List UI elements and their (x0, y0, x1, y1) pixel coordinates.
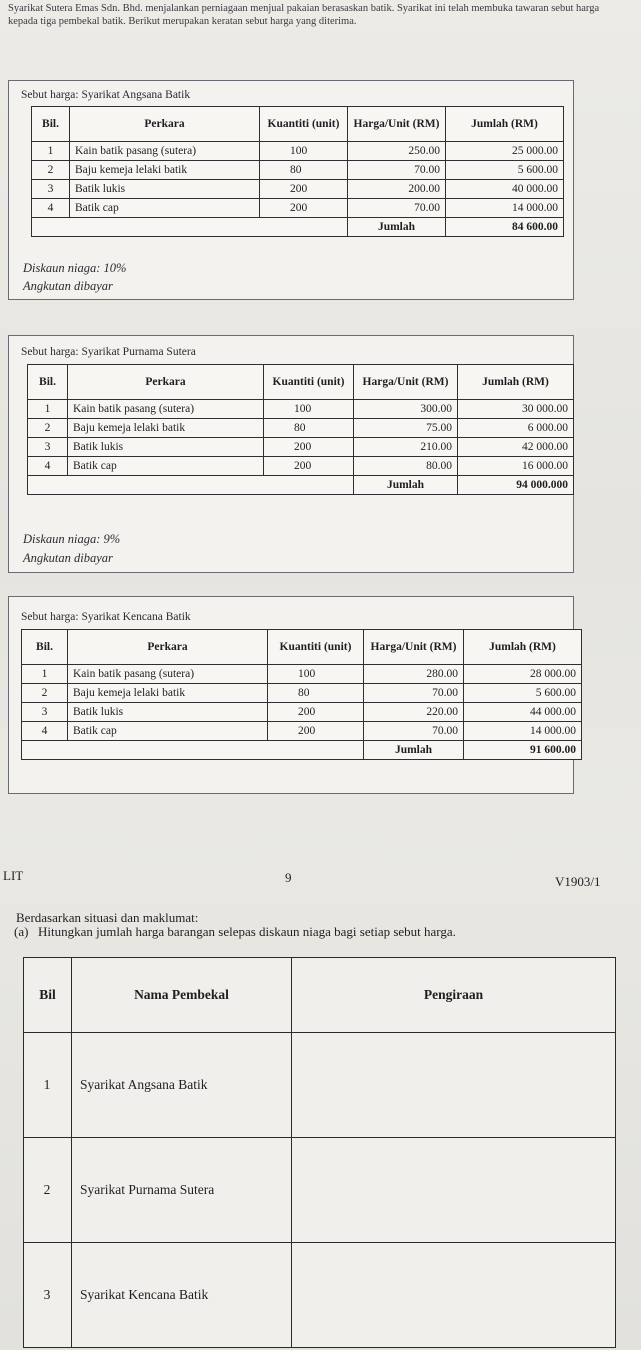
cell-kuantiti: 100 (264, 400, 354, 419)
col-kuantiti: Kuantiti (unit) (260, 107, 348, 142)
col-harga: Harga/Unit (RM) (364, 630, 464, 665)
cell-jumlah: 28 000.00 (464, 665, 582, 684)
cell-harga: 220.00 (364, 703, 464, 722)
total-spacer (28, 476, 354, 495)
footer-left: LIT (3, 868, 24, 883)
total-row (32, 218, 564, 237)
table-row (22, 703, 582, 722)
cell-kuantiti: 200 (260, 180, 348, 199)
cell-jumlah: 30 000.00 (458, 400, 574, 419)
table-row (32, 161, 564, 180)
cell-jumlah: 25 000.00 (446, 142, 564, 161)
cell-harga: 70.00 (348, 199, 446, 218)
answer-table (23, 957, 616, 1348)
col-jumlah: Jumlah (RM) (446, 107, 564, 142)
cell-perkara: Kain batik pasang (sutera) (68, 400, 264, 419)
col-perkara: Perkara (70, 107, 260, 142)
cell-bil: 2 (22, 684, 68, 703)
col-kuantiti: Kuantiti (unit) (268, 630, 364, 665)
answer-row (24, 1138, 616, 1243)
question-text: Hitungkan jumlah harga barangan selepas diskaun niaga bagi setiap sebut harga. (38, 924, 456, 939)
total-spacer (22, 741, 364, 760)
cell-kuantiti: 200 (264, 457, 354, 476)
instruction-text: Berdasarkan situasi dan maklumat: (16, 910, 199, 925)
cell-perkara: Batik lukis (68, 703, 268, 722)
table-row (28, 419, 574, 438)
transport-note: Angkutan dibayar (23, 551, 113, 565)
quote-table (27, 364, 574, 495)
col-bil: Bil. (28, 365, 68, 400)
cell-kuantiti: 200 (260, 199, 348, 218)
quote-card-kencana (8, 596, 574, 794)
answer-row (24, 1033, 616, 1138)
cell-bil: 2 (28, 419, 68, 438)
table-header-row (28, 365, 574, 400)
cell-jumlah: 6 000.00 (458, 419, 574, 438)
answer-calculation-cell[interactable] (292, 1033, 616, 1138)
total-label: Jumlah (364, 741, 464, 760)
col-perkara: Perkara (68, 365, 264, 400)
cell-perkara: Batik cap (70, 199, 260, 218)
transport-note: Angkutan dibayar (23, 279, 113, 293)
cell-jumlah: 5 600.00 (464, 684, 582, 703)
table-row (22, 684, 582, 703)
answer-col-bil: Bil (24, 958, 72, 1033)
cell-bil: 4 (32, 199, 70, 218)
total-value: 94 000.000 (458, 476, 574, 495)
cell-harga: 70.00 (364, 684, 464, 703)
cell-harga: 210.00 (354, 438, 458, 457)
cell-perkara: Batik cap (68, 722, 268, 741)
col-bil: Bil. (32, 107, 70, 142)
answer-calculation-cell[interactable] (292, 1138, 616, 1243)
table-row (32, 180, 564, 199)
discount-note: Diskaun niaga: 9% (23, 532, 121, 546)
cell-kuantiti: 80 (260, 161, 348, 180)
total-label: Jumlah (354, 476, 458, 495)
cell-kuantiti: 200 (264, 438, 354, 457)
cell-harga: 75.00 (354, 419, 458, 438)
answer-col-nama: Nama Pembekal (72, 958, 292, 1033)
cell-perkara: Kain batik pasang (sutera) (70, 142, 260, 161)
table-row (32, 142, 564, 161)
cell-bil: 3 (28, 438, 68, 457)
cell-perkara: Baju kemeja lelaki batik (70, 161, 260, 180)
answer-bil: 2 (24, 1138, 72, 1243)
cell-perkara: Batik lukis (70, 180, 260, 199)
cell-jumlah: 42 000.00 (458, 438, 574, 457)
answer-supplier: Syarikat Purnama Sutera (72, 1138, 292, 1243)
total-value: 91 600.00 (464, 741, 582, 760)
answer-calculation-cell[interactable] (292, 1243, 616, 1348)
total-value: 84 600.00 (446, 218, 564, 237)
cell-harga: 70.00 (348, 161, 446, 180)
cell-kuantiti: 100 (268, 665, 364, 684)
cell-bil: 1 (22, 665, 68, 684)
quote-title: Sebut harga: Syarikat Kencana Batik (21, 611, 191, 623)
cell-kuantiti: 100 (260, 142, 348, 161)
col-kuantiti: Kuantiti (unit) (264, 365, 354, 400)
table-row (28, 438, 574, 457)
col-bil: Bil. (22, 630, 68, 665)
cell-harga: 200.00 (348, 180, 446, 199)
table-row (32, 199, 564, 218)
discount-note: Diskaun niaga: 10% (23, 261, 127, 275)
table-header-row (22, 630, 582, 665)
cell-bil: 3 (32, 180, 70, 199)
total-spacer (32, 218, 348, 237)
cell-bil: 4 (28, 457, 68, 476)
answer-bil: 1 (24, 1033, 72, 1138)
cell-jumlah: 14 000.00 (446, 199, 564, 218)
total-row (28, 476, 574, 495)
cell-harga: 280.00 (364, 665, 464, 684)
table-row (28, 457, 574, 476)
cell-perkara: Baju kemeja lelaki batik (68, 419, 264, 438)
answer-supplier: Syarikat Kencana Batik (72, 1243, 292, 1348)
answer-col-pengiraan: Pengiraan (292, 958, 616, 1033)
cell-jumlah: 40 000.00 (446, 180, 564, 199)
answer-row (24, 1243, 616, 1348)
quote-title: Sebut harga: Syarikat Purnama Sutera (21, 346, 196, 358)
col-perkara: Perkara (68, 630, 268, 665)
table-header-row (32, 107, 564, 142)
cell-harga: 300.00 (354, 400, 458, 419)
cell-jumlah: 16 000.00 (458, 457, 574, 476)
quote-table (21, 629, 582, 760)
cell-bil: 1 (28, 400, 68, 419)
col-harga: Harga/Unit (RM) (348, 107, 446, 142)
cell-bil: 3 (22, 703, 68, 722)
total-row (22, 741, 582, 760)
cell-harga: 250.00 (348, 142, 446, 161)
cell-perkara: Baju kemeja lelaki batik (68, 684, 268, 703)
answer-bil: 3 (24, 1243, 72, 1348)
cell-bil: 2 (32, 161, 70, 180)
table-row (28, 400, 574, 419)
quote-card-purnama (8, 335, 574, 573)
page-number: 9 (285, 870, 292, 885)
question-label: (a) (14, 924, 29, 939)
cell-bil: 1 (32, 142, 70, 161)
col-jumlah: Jumlah (RM) (464, 630, 582, 665)
cell-jumlah: 14 000.00 (464, 722, 582, 741)
cell-kuantiti: 80 (264, 419, 354, 438)
cell-kuantiti: 200 (268, 722, 364, 741)
intro-paragraph: Syarikat Sutera Emas Sdn. Bhd. menjalankan perniagaan menjual pakaian berasaskan batik. Syarikat ini telah membuka tawaran sebut harga kepada tiga pembekal batik. Berikut merupakan keratan sebut harga yang diterima. (8, 3, 600, 27)
cell-kuantiti: 80 (268, 684, 364, 703)
quote-title: Sebut harga: Syarikat Angsana Batik (21, 89, 191, 101)
col-jumlah: Jumlah (RM) (458, 365, 574, 400)
cell-jumlah: 5 600.00 (446, 161, 564, 180)
table-row (22, 722, 582, 741)
cell-kuantiti: 200 (268, 703, 364, 722)
cell-bil: 4 (22, 722, 68, 741)
paper-code: V1903/1 (555, 874, 601, 889)
quote-table (31, 106, 564, 237)
cell-jumlah: 44 000.00 (464, 703, 582, 722)
cell-perkara: Batik lukis (68, 438, 264, 457)
answer-header-row (24, 958, 616, 1033)
cell-perkara: Kain batik pasang (sutera) (68, 665, 268, 684)
total-label: Jumlah (348, 218, 446, 237)
cell-perkara: Batik cap (68, 457, 264, 476)
col-harga: Harga/Unit (RM) (354, 365, 458, 400)
cell-harga: 80.00 (354, 457, 458, 476)
answer-supplier: Syarikat Angsana Batik (72, 1033, 292, 1138)
cell-harga: 70.00 (364, 722, 464, 741)
table-row (22, 665, 582, 684)
quote-card-angsana (8, 80, 574, 300)
